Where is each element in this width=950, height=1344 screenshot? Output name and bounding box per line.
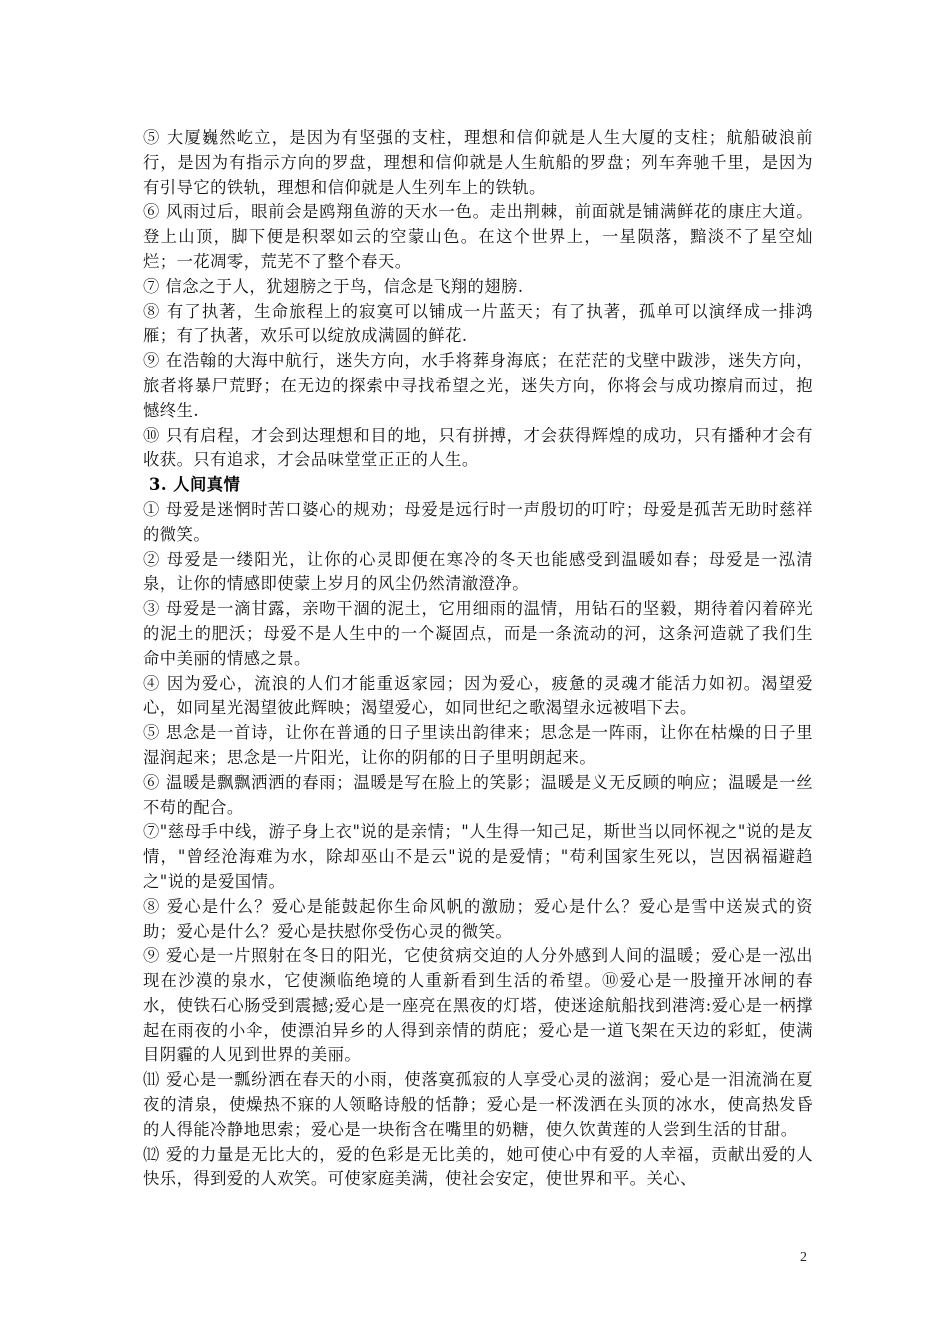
document-body [143, 126, 813, 1192]
paragraph: ⑩ 只有启程，才会到达理想和目的地，只有拼搏，才会获得辉煌的成功，只有播种才会有收获。只有追求，才会品味堂堂正正的人生。 [143, 425, 813, 470]
paragraph: ⑦ 信念之于人，犹翅膀之于鸟，信念是飞翔的翅膀. [143, 276, 524, 296]
paragraph: ④ 因为爱心，流浪的人们才能重返家园；因为爱心，疲惫的灵魂才能活力如初。渴望爱心，如同星光渴望彼此辉映；渴望爱心，如同世纪之歌渴望永远被唱下去。 [143, 673, 813, 718]
paragraph: ① 母爱是迷惘时苦口婆心的规劝；母爱是远行时一声殷切的叮咛；母爱是孤苦无助时慈祥的微笑。 [143, 499, 813, 544]
paragraph: ⑤ 大厦巍然屹立，是因为有坚强的支柱，理想和信仰就是人生大厦的支柱；航船破浪前行，是因为有指示方向的罗盘，理想和信仰就是人生航船的罗盘；列车奔驰千里，是因为有引导它的铁轨，理想和信仰就是人生列车上的铁轨。 [143, 128, 813, 197]
paragraph: ⑦"慈母手中线，游子身上衣"说的是亲情；"人生得一知己足，斯世当以同怀视之"说的是友情，"曾经沧海难为水，除却巫山不是云"说的是爱情；"苟利国家生死以，岂因祸福避趋之"说的是爱国情。 [143, 822, 813, 891]
paragraph: ⑾ 爱心是一瓢纷洒在春天的小雨，使落寞孤寂的人享受心灵的滋润；爱心是一泪流淌在夏夜的清泉，使燥热不寐的人领略诗般的恬静；爱心是一杯泼洒在头顶的冰水，使高热发昏的人得能冷静地思索；爱心是一块衔含在嘴里的奶糖，使久饮黄莲的人尝到生活的甘甜。 [143, 1070, 813, 1139]
page-number: 2 [800, 1250, 807, 1265]
paragraph: ⑧ 爱心是什么？爱心是能鼓起你生命风帆的激励；爱心是什么？爱心是雪中送炭式的资助；爱心是什么？爱心是扶慰你受伤心灵的微笑。 [143, 896, 813, 941]
paragraph: ⑥ 风雨过后，眼前会是鸥翔鱼游的天水一色。走出荆棘，前面就是铺满鲜花的康庄大道。登上山顶，脚下便是积翠如云的空蒙山色。在这个世界上，一星陨落，黯淡不了星空灿烂；一花凋零，荒芜不了整个春天。 [143, 202, 813, 271]
paragraph: ⑧ 有了执著，生命旅程上的寂寞可以铺成一片蓝天；有了执著，孤单可以演绎成一排鸿雁；有了执著，欢乐可以绽放成满圆的鲜花. [143, 301, 813, 346]
paragraph: ③ 母爱是一滴甘露，亲吻干涸的泥土，它用细雨的温情，用钻石的坚毅，期待着闪着碎光的泥土的肥沃；母爱不是人生中的一个凝固点，而是一条流动的河，这条河造就了我们生命中美丽的情感之景。 [143, 599, 813, 668]
section-heading: 3. 人间真情 [149, 475, 241, 495]
paragraph: ⑨ 爱心是一片照射在冬日的阳光，它使贫病交迫的人分外感到人间的温暖；爱心是一泓出现在沙漠的泉水，它使濒临绝境的人重新看到生活的希望。⑩爱心是一股撞开冰闸的春水，使铁石心肠受到震撼;爱心是一座亮在黑夜的灯塔，使迷途航船找到港湾:爱心是一柄撑起在雨夜的小伞，使漂泊异乡的人得到亲情的荫庇；爱心是一道飞架在天边的彩虹，使满目阴霾的人见到世界的美丽。 [143, 946, 813, 1065]
paragraph: ② 母爱是一缕阳光，让你的心灵即便在寒冷的冬天也能感受到温暖如春；母爱是一泓清泉，让你的情感即使蒙上岁月的风尘仍然清澈澄净。 [143, 549, 813, 594]
paragraph: ⑤ 思念是一首诗，让你在普通的日子里读出韵律来；思念是一阵雨，让你在枯燥的日子里湿润起来；思念是一片阳光，让你的阴郁的日子里明朗起来。 [143, 723, 813, 767]
paragraph: ⑿ 爱的力量是无比大的，爱的色彩是无比美的，她可使心中有爱的人幸福，贡献出爱的人快乐，得到爱的人欢笑。可使家庭美满，使社会安定，使世界和平。关心、 [143, 1144, 813, 1189]
paragraph: ⑨ 在浩翰的大海中航行，迷失方向，水手将葬身海底；在茫茫的戈壁中跋涉，迷失方向，旅者将暴尸荒野；在无边的探索中寻找希望之光，迷失方向，你将会与成功擦肩而过，抱憾终生. [143, 351, 813, 420]
paragraph: ⑥ 温暖是飘飘洒洒的春雨；温暖是写在脸上的笑影；温暖是义无反顾的响应；温暖是一丝不苟的配合。 [143, 772, 813, 817]
